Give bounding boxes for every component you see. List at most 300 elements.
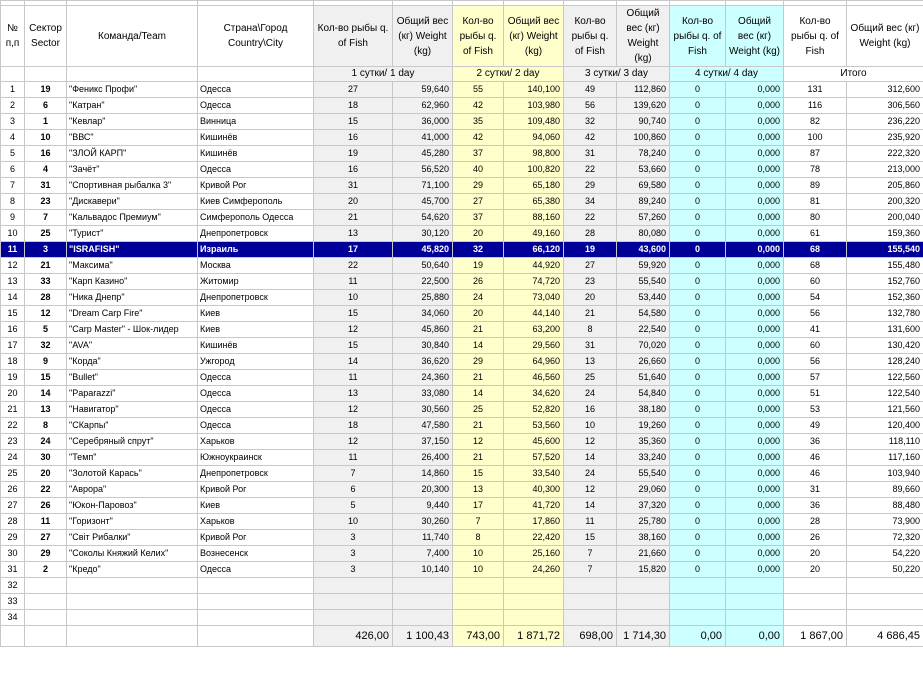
cell-d3-fish[interactable]: 7 (564, 562, 617, 578)
cell-total-fish[interactable]: 46 (784, 466, 847, 482)
cell-d4-weight[interactable]: 0,000 (726, 386, 784, 402)
cell-d2-weight[interactable]: 98,800 (504, 146, 564, 162)
cell-sector[interactable]: 10 (25, 130, 67, 146)
cell-d3-fish[interactable]: 16 (564, 402, 617, 418)
cell-city[interactable]: Одесса (198, 562, 314, 578)
cell-city[interactable]: Днепропетровск (198, 226, 314, 242)
cell-city[interactable]: Вознесенск (198, 546, 314, 562)
cell-d4-fish[interactable]: 0 (670, 466, 726, 482)
cell-num[interactable]: 9 (1, 210, 25, 226)
cell-team[interactable]: "Зачёт" (67, 162, 198, 178)
cell-total-weight[interactable]: 236,220 (847, 114, 923, 130)
cell-d4-fish[interactable]: 0 (670, 114, 726, 130)
cell-total-fish[interactable]: 20 (784, 546, 847, 562)
cell-num[interactable]: 12 (1, 258, 25, 274)
cell-d1-weight[interactable]: 62,960 (393, 98, 453, 114)
header-day3-fish[interactable]: Кол-во рыбы q. of Fish (564, 6, 617, 67)
cell-d4-fish[interactable]: 0 (670, 274, 726, 290)
cell-d2-weight[interactable]: 57,520 (504, 450, 564, 466)
cell-d1-weight[interactable]: 10,140 (393, 562, 453, 578)
cell-sector[interactable]: 19 (25, 82, 67, 98)
header-total-fish[interactable]: Кол-во рыбы q. of Fish (784, 6, 847, 67)
cell-d2-weight[interactable]: 41,720 (504, 498, 564, 514)
cell-d3-weight[interactable]: 70,020 (617, 338, 670, 354)
cell-num[interactable]: 26 (1, 482, 25, 498)
day3-label[interactable]: 3 сутки/ 3 day (564, 67, 670, 82)
cell-num[interactable]: 23 (1, 434, 25, 450)
cell-sector[interactable]: 26 (25, 498, 67, 514)
cell-total-weight[interactable]: 132,780 (847, 306, 923, 322)
cell-d2-weight[interactable]: 52,820 (504, 402, 564, 418)
cell-num[interactable]: 17 (1, 338, 25, 354)
cell-num[interactable]: 30 (1, 546, 25, 562)
cell-city[interactable]: Одесса (198, 82, 314, 98)
cell-d1-fish[interactable]: 21 (314, 210, 393, 226)
cell-d4-weight[interactable]: 0,000 (726, 434, 784, 450)
cell-d1-weight[interactable]: 50,640 (393, 258, 453, 274)
cell-d1-fish[interactable]: 16 (314, 130, 393, 146)
cell-sector[interactable] (25, 578, 67, 594)
cell-d1-fish[interactable]: 20 (314, 194, 393, 210)
cell-d2-fish[interactable]: 12 (453, 434, 504, 450)
cell-d2-fish[interactable]: 42 (453, 98, 504, 114)
cell-d2-fish[interactable]: 37 (453, 210, 504, 226)
cell-d4-weight[interactable]: 0,000 (726, 546, 784, 562)
cell-d4-weight[interactable]: 0,000 (726, 450, 784, 466)
cell-city[interactable]: Кривой Рог (198, 482, 314, 498)
cell-sector[interactable]: 32 (25, 338, 67, 354)
cell-total-fish[interactable]: 116 (784, 98, 847, 114)
cell-team[interactable]: "Горизонт" (67, 514, 198, 530)
cell-d2-weight[interactable] (504, 610, 564, 626)
cell-total-fish[interactable]: 68 (784, 258, 847, 274)
cell-d1-weight[interactable]: 45,820 (393, 242, 453, 258)
cell-total-weight[interactable]: 117,160 (847, 450, 923, 466)
cell-d3-fish[interactable]: 14 (564, 498, 617, 514)
cell-d4-fish[interactable] (670, 594, 726, 610)
cell-num[interactable]: 8 (1, 194, 25, 210)
header-day2-weight[interactable]: Общий вес (кг) Weight (kg) (504, 6, 564, 67)
total-label[interactable]: Итого (784, 67, 923, 82)
cell-d2-fish[interactable]: 55 (453, 82, 504, 98)
cell-d2-weight[interactable]: 88,160 (504, 210, 564, 226)
total-d2-weight[interactable]: 1 871,72 (504, 626, 564, 647)
cell-d1-fish[interactable]: 10 (314, 290, 393, 306)
cell-d4-weight[interactable]: 0,000 (726, 498, 784, 514)
cell-num[interactable]: 6 (1, 162, 25, 178)
cell-d1-weight[interactable] (393, 594, 453, 610)
cell-total-weight[interactable]: 235,920 (847, 130, 923, 146)
cell-d1-weight[interactable]: 9,440 (393, 498, 453, 514)
cell-d2-fish[interactable]: 26 (453, 274, 504, 290)
cell-total-weight[interactable]: 120,400 (847, 418, 923, 434)
cell-num[interactable]: 11 (1, 242, 25, 258)
cell-d3-fish[interactable]: 14 (564, 450, 617, 466)
cell-d1-weight[interactable]: 30,260 (393, 514, 453, 530)
cell-d2-fish[interactable]: 7 (453, 514, 504, 530)
cell-d3-weight[interactable] (617, 578, 670, 594)
cell-total-fish[interactable]: 81 (784, 194, 847, 210)
cell-city[interactable] (198, 578, 314, 594)
cell-d4-weight[interactable]: 0,000 (726, 258, 784, 274)
cell-d2-fish[interactable]: 24 (453, 290, 504, 306)
cell-d3-fish[interactable]: 22 (564, 210, 617, 226)
cell-team[interactable]: "Золотой Карась" (67, 466, 198, 482)
cell-d1-fish[interactable] (314, 610, 393, 626)
cell-sector[interactable]: 27 (25, 530, 67, 546)
cell-d3-fish[interactable]: 12 (564, 434, 617, 450)
total-d3-weight[interactable]: 1 714,30 (617, 626, 670, 647)
cell-city[interactable]: Кишинёв (198, 146, 314, 162)
cell-d2-weight[interactable] (504, 594, 564, 610)
cell-d1-fish[interactable]: 12 (314, 322, 393, 338)
cell-d2-weight[interactable]: 24,260 (504, 562, 564, 578)
cell-total-weight[interactable]: 152,760 (847, 274, 923, 290)
cell-d2-fish[interactable]: 25 (453, 402, 504, 418)
cell-d3-weight[interactable]: 54,580 (617, 306, 670, 322)
cell-city[interactable]: Харьков (198, 434, 314, 450)
cell-d4-fish[interactable]: 0 (670, 402, 726, 418)
cell-d2-fish[interactable] (453, 610, 504, 626)
cell-d4-weight[interactable] (726, 578, 784, 594)
cell-d4-fish[interactable]: 0 (670, 162, 726, 178)
cell-d4-fish[interactable] (670, 610, 726, 626)
cell-d3-fish[interactable]: 49 (564, 82, 617, 98)
cell-d4-weight[interactable]: 0,000 (726, 322, 784, 338)
cell-d3-fish[interactable]: 31 (564, 146, 617, 162)
cell-d4-weight[interactable]: 0,000 (726, 370, 784, 386)
cell-total-weight[interactable]: 312,600 (847, 82, 923, 98)
cell-city[interactable]: Житомир (198, 274, 314, 290)
cell-d4-weight[interactable]: 0,000 (726, 274, 784, 290)
cell-num[interactable]: 7 (1, 178, 25, 194)
cell-d1-weight[interactable]: 7,400 (393, 546, 453, 562)
totals-empty-cell[interactable] (1, 626, 25, 647)
cell-d4-weight[interactable]: 0,000 (726, 210, 784, 226)
cell-d4-weight[interactable]: 0,000 (726, 178, 784, 194)
cell-sector[interactable]: 9 (25, 354, 67, 370)
cell-sector[interactable]: 30 (25, 450, 67, 466)
cell-d2-weight[interactable]: 25,160 (504, 546, 564, 562)
cell-d2-fish[interactable]: 15 (453, 466, 504, 482)
cell-num[interactable]: 33 (1, 594, 25, 610)
cell-d1-fish[interactable]: 15 (314, 338, 393, 354)
header-day3-weight[interactable]: Общий вес (кг) Weight (kg) (617, 6, 670, 67)
cell-d3-weight[interactable]: 139,620 (617, 98, 670, 114)
cell-total-fish[interactable]: 56 (784, 354, 847, 370)
totals-empty-cell[interactable] (67, 626, 198, 647)
cell-d4-weight[interactable] (726, 610, 784, 626)
cell-d3-weight[interactable]: 25,780 (617, 514, 670, 530)
cell-team[interactable]: "Дискавери" (67, 194, 198, 210)
cell-d1-fish[interactable]: 11 (314, 450, 393, 466)
cell-total-weight[interactable]: 121,560 (847, 402, 923, 418)
cell-d3-fish[interactable]: 42 (564, 130, 617, 146)
cell-d4-fish[interactable]: 0 (670, 98, 726, 114)
cell-d2-weight[interactable]: 73,040 (504, 290, 564, 306)
cell-city[interactable]: Одесса (198, 386, 314, 402)
cell-num[interactable]: 19 (1, 370, 25, 386)
cell-d1-weight[interactable]: 25,880 (393, 290, 453, 306)
cell-total-fish[interactable]: 54 (784, 290, 847, 306)
cell-d4-weight[interactable]: 0,000 (726, 290, 784, 306)
cell-d3-weight[interactable]: 59,920 (617, 258, 670, 274)
cell-total-fish[interactable]: 36 (784, 498, 847, 514)
cell-d4-weight[interactable]: 0,000 (726, 306, 784, 322)
cell-d3-weight[interactable]: 21,660 (617, 546, 670, 562)
cell-total-weight[interactable]: 72,320 (847, 530, 923, 546)
cell-d2-weight[interactable]: 65,380 (504, 194, 564, 210)
cell-d3-fish[interactable]: 24 (564, 466, 617, 482)
cell-total-fish[interactable]: 20 (784, 562, 847, 578)
cell-d1-weight[interactable] (393, 610, 453, 626)
cell-total-fish[interactable] (784, 578, 847, 594)
cell-d1-weight[interactable]: 71,100 (393, 178, 453, 194)
cell-d4-fish[interactable]: 0 (670, 146, 726, 162)
cell-d2-fish[interactable]: 20 (453, 226, 504, 242)
cell-total-weight[interactable]: 222,320 (847, 146, 923, 162)
cell-d1-weight[interactable]: 36,000 (393, 114, 453, 130)
cell-d1-fish[interactable]: 16 (314, 162, 393, 178)
cell-d2-weight[interactable]: 64,960 (504, 354, 564, 370)
cell-d3-weight[interactable]: 69,580 (617, 178, 670, 194)
cell-d3-fish[interactable] (564, 610, 617, 626)
cell-team[interactable]: "Carp Master" - Шок-лидер (67, 322, 198, 338)
cell-city[interactable]: Одесса (198, 98, 314, 114)
cell-d1-weight[interactable]: 26,400 (393, 450, 453, 466)
cell-city[interactable]: Ужгород (198, 354, 314, 370)
cell-d4-weight[interactable]: 0,000 (726, 514, 784, 530)
cell-city[interactable]: Кишинёв (198, 338, 314, 354)
cell-city[interactable]: Киев (198, 306, 314, 322)
cell-total-fish[interactable]: 36 (784, 434, 847, 450)
cell-d1-fish[interactable]: 11 (314, 370, 393, 386)
cell-d3-weight[interactable]: 22,540 (617, 322, 670, 338)
cell-d2-fish[interactable]: 32 (453, 242, 504, 258)
cell-d3-weight[interactable]: 43,600 (617, 242, 670, 258)
cell-total-fish[interactable]: 100 (784, 130, 847, 146)
cell-team[interactable]: "Ника Днепр" (67, 290, 198, 306)
cell-team[interactable]: "Юкон-Паровоз" (67, 498, 198, 514)
cell-d3-weight[interactable]: 90,740 (617, 114, 670, 130)
cell-d4-fish[interactable]: 0 (670, 210, 726, 226)
cell-d3-weight[interactable]: 80,080 (617, 226, 670, 242)
cell-num[interactable]: 20 (1, 386, 25, 402)
cell-team[interactable]: "ISRAFISH" (67, 242, 198, 258)
cell-sector[interactable]: 15 (25, 370, 67, 386)
cell-sector[interactable]: 31 (25, 178, 67, 194)
cell-d4-fish[interactable]: 0 (670, 306, 726, 322)
day1-label[interactable]: 1 сутки/ 1 day (314, 67, 453, 82)
header-day4-fish[interactable]: Кол-во рыбы q. of Fish (670, 6, 726, 67)
cell-d2-weight[interactable]: 103,980 (504, 98, 564, 114)
cell-d2-fish[interactable]: 29 (453, 178, 504, 194)
header-total-weight[interactable]: Общий вес (кг) Weight (kg) (847, 6, 923, 67)
cell-d1-weight[interactable]: 36,620 (393, 354, 453, 370)
cell-team[interactable] (67, 610, 198, 626)
cell-d3-weight[interactable]: 55,540 (617, 466, 670, 482)
cell-d4-fish[interactable]: 0 (670, 434, 726, 450)
cell-total-fish[interactable]: 26 (784, 530, 847, 546)
cell-total-weight[interactable]: 88,480 (847, 498, 923, 514)
cell-city[interactable] (198, 610, 314, 626)
cell-sector[interactable]: 6 (25, 98, 67, 114)
cell-team[interactable]: "ЗЛОЙ КАРП" (67, 146, 198, 162)
cell-team[interactable]: "Кальвадос Премиум" (67, 210, 198, 226)
cell-d1-weight[interactable]: 30,560 (393, 402, 453, 418)
cell-sector[interactable]: 16 (25, 146, 67, 162)
cell-total-weight[interactable]: 306,560 (847, 98, 923, 114)
cell-num[interactable]: 32 (1, 578, 25, 594)
cell-d1-fish[interactable]: 22 (314, 258, 393, 274)
cell-d1-fish[interactable]: 31 (314, 178, 393, 194)
cell-d1-fish[interactable]: 19 (314, 146, 393, 162)
cell-city[interactable]: Одесса (198, 370, 314, 386)
cell-d3-fish[interactable]: 25 (564, 370, 617, 386)
cell-d1-fish[interactable]: 6 (314, 482, 393, 498)
cell-total-weight[interactable]: 54,220 (847, 546, 923, 562)
cell-team[interactable]: "Аврора" (67, 482, 198, 498)
cell-d4-fish[interactable]: 0 (670, 482, 726, 498)
cell-d3-fish[interactable] (564, 578, 617, 594)
cell-d3-fish[interactable]: 19 (564, 242, 617, 258)
cell-sector[interactable]: 13 (25, 402, 67, 418)
cell-d2-weight[interactable]: 44,140 (504, 306, 564, 322)
cell-sector[interactable]: 22 (25, 482, 67, 498)
header-day1-weight[interactable]: Общий вес (кг) Weight (kg) (393, 6, 453, 67)
cell-total-fish[interactable]: 82 (784, 114, 847, 130)
cell-city[interactable]: Москва (198, 258, 314, 274)
cell-d2-weight[interactable]: 22,420 (504, 530, 564, 546)
total-all-weight[interactable]: 4 686,45 (847, 626, 923, 647)
cell-total-weight[interactable]: 152,360 (847, 290, 923, 306)
day4-label[interactable]: 4 сутки/ 4 day (670, 67, 784, 82)
cell-total-weight[interactable] (847, 610, 923, 626)
cell-d3-weight[interactable]: 53,660 (617, 162, 670, 178)
cell-d4-fish[interactable]: 0 (670, 338, 726, 354)
cell-total-fish[interactable]: 41 (784, 322, 847, 338)
total-d1-fish[interactable]: 426,00 (314, 626, 393, 647)
cell-total-weight[interactable] (847, 594, 923, 610)
cell-sector[interactable]: 3 (25, 242, 67, 258)
cell-d3-fish[interactable]: 24 (564, 386, 617, 402)
cell-city[interactable]: Одесса (198, 418, 314, 434)
cell-d4-fish[interactable]: 0 (670, 562, 726, 578)
cell-team[interactable]: "Світ Рибалки" (67, 530, 198, 546)
cell-d2-fish[interactable]: 35 (453, 114, 504, 130)
cell-d2-fish[interactable]: 10 (453, 546, 504, 562)
cell-d1-fish[interactable]: 14 (314, 354, 393, 370)
cell-d3-weight[interactable]: 89,240 (617, 194, 670, 210)
cell-num[interactable]: 22 (1, 418, 25, 434)
total-d4-weight[interactable]: 0,00 (726, 626, 784, 647)
cell-d4-weight[interactable]: 0,000 (726, 466, 784, 482)
cell-team[interactable]: "ВВС" (67, 130, 198, 146)
cell-d2-fish[interactable]: 29 (453, 354, 504, 370)
cell-total-fish[interactable]: 68 (784, 242, 847, 258)
cell-d2-weight[interactable]: 17,860 (504, 514, 564, 530)
cell-d4-weight[interactable]: 0,000 (726, 418, 784, 434)
cell-num[interactable]: 31 (1, 562, 25, 578)
cell-d2-fish[interactable] (453, 578, 504, 594)
cell-sector[interactable]: 5 (25, 322, 67, 338)
cell-city[interactable]: Киев Симферополь (198, 194, 314, 210)
cell-d1-fish[interactable]: 7 (314, 466, 393, 482)
cell-d4-weight[interactable]: 0,000 (726, 338, 784, 354)
cell-d1-fish[interactable]: 3 (314, 546, 393, 562)
cell-sector[interactable]: 29 (25, 546, 67, 562)
cell-d3-weight[interactable]: 19,260 (617, 418, 670, 434)
cell-num[interactable]: 34 (1, 610, 25, 626)
cell-d1-weight[interactable]: 47,580 (393, 418, 453, 434)
header-day4-weight[interactable]: Общий вес (кг) Weight (kg) (726, 6, 784, 67)
cell-total-weight[interactable]: 155,480 (847, 258, 923, 274)
cell-d4-fish[interactable]: 0 (670, 354, 726, 370)
cell-d4-fish[interactable]: 0 (670, 498, 726, 514)
cell-d3-weight[interactable]: 37,320 (617, 498, 670, 514)
cell-total-fish[interactable]: 89 (784, 178, 847, 194)
cell-total-weight[interactable]: 103,940 (847, 466, 923, 482)
cell-d3-fish[interactable]: 11 (564, 514, 617, 530)
cell-d1-weight[interactable]: 14,860 (393, 466, 453, 482)
cell-total-fish[interactable]: 57 (784, 370, 847, 386)
cell-total-weight[interactable]: 73,900 (847, 514, 923, 530)
cell-d4-fish[interactable]: 0 (670, 242, 726, 258)
cell-d1-weight[interactable]: 54,620 (393, 210, 453, 226)
cell-d4-fish[interactable]: 0 (670, 130, 726, 146)
cell-d1-weight[interactable]: 30,840 (393, 338, 453, 354)
cell-team[interactable]: "Корда" (67, 354, 198, 370)
cell-d4-fish[interactable]: 0 (670, 370, 726, 386)
cell-d3-weight[interactable]: 33,240 (617, 450, 670, 466)
cell-num[interactable]: 16 (1, 322, 25, 338)
cell-num[interactable]: 5 (1, 146, 25, 162)
cell-d4-weight[interactable]: 0,000 (726, 530, 784, 546)
cell-sector[interactable]: 11 (25, 514, 67, 530)
cell-d1-fish[interactable]: 5 (314, 498, 393, 514)
cell-city[interactable]: Южноукраинск (198, 450, 314, 466)
cell-total-fish[interactable]: 46 (784, 450, 847, 466)
cell-d2-weight[interactable] (504, 578, 564, 594)
cell-team[interactable] (67, 594, 198, 610)
cell-d2-weight[interactable]: 46,560 (504, 370, 564, 386)
cell-d3-weight[interactable]: 38,160 (617, 530, 670, 546)
cell-d3-fish[interactable]: 34 (564, 194, 617, 210)
header-day1-fish[interactable]: Кол-во рыбы q. of Fish (314, 6, 393, 67)
cell-d2-weight[interactable]: 49,160 (504, 226, 564, 242)
cell-d2-fish[interactable]: 21 (453, 450, 504, 466)
cell-num[interactable]: 1 (1, 82, 25, 98)
cell-d4-fish[interactable]: 0 (670, 546, 726, 562)
cell-num[interactable]: 3 (1, 114, 25, 130)
cell-d1-weight[interactable]: 11,740 (393, 530, 453, 546)
cell-city[interactable]: Симферополь Одесса (198, 210, 314, 226)
cell-d1-fish[interactable] (314, 594, 393, 610)
cell-team[interactable]: "Карп Казино" (67, 274, 198, 290)
cell-d4-fish[interactable]: 0 (670, 178, 726, 194)
cell-d2-fish[interactable]: 13 (453, 482, 504, 498)
header-day2-fish[interactable]: Кол-во рыбы q. of Fish (453, 6, 504, 67)
cell-total-fish[interactable]: 60 (784, 338, 847, 354)
cell-d1-fish[interactable] (314, 578, 393, 594)
totals-empty-cell[interactable] (198, 626, 314, 647)
cell-total-fish[interactable]: 87 (784, 146, 847, 162)
cell-d2-weight[interactable]: 109,480 (504, 114, 564, 130)
cell-d1-fish[interactable]: 13 (314, 386, 393, 402)
cell-d4-weight[interactable]: 0,000 (726, 242, 784, 258)
cell-d4-fish[interactable]: 0 (670, 322, 726, 338)
cell-total-weight[interactable]: 213,000 (847, 162, 923, 178)
